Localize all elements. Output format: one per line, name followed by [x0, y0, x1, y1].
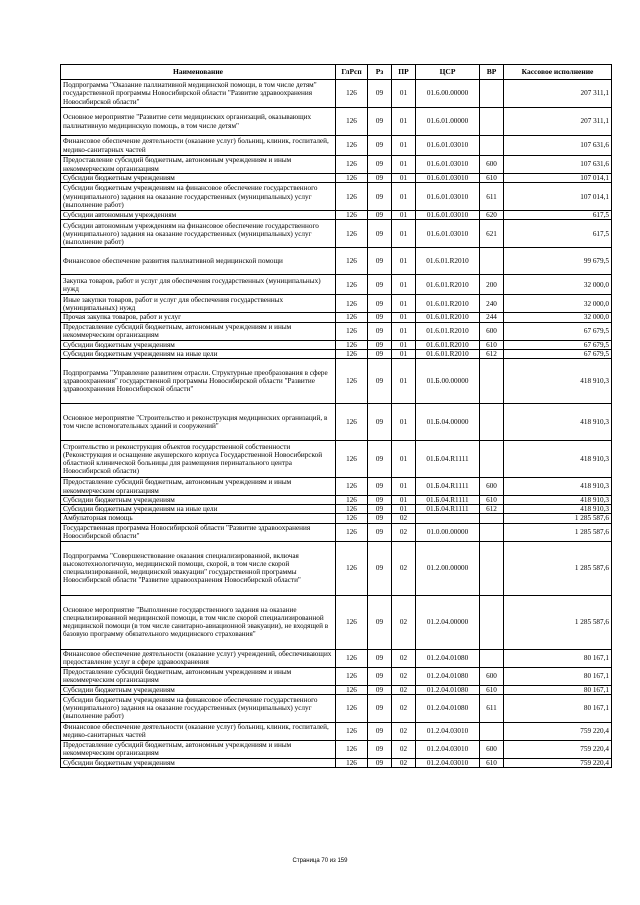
row-pr: 02	[392, 740, 416, 758]
row-name: Субсидии бюджетным учреждениям на финансовое обеспечение государственного (муниципального) задания на оказание государственных (муниципальных) услуг (выполнение работ)	[61, 183, 336, 211]
row-name: Финансовое обеспечение деятельности (оказание услуг) учреждений, обеспечивающих предоставление услуг в сфере здравоохранения	[61, 649, 336, 667]
row-rz: 09	[368, 174, 392, 183]
row-csr	[416, 514, 480, 523]
table-row	[61, 694, 612, 722]
row-name: Подпрограмма "Совершенствование оказания специализированной, включая высокотехнологичную, медицинской помощи, скорой, в том числе скорой специализированной, медицинской эвакуации" государственной программы Новосибирской области "Развитие здравоохранения Новосибирской области"	[61, 541, 336, 595]
row-glrsp: 126	[336, 136, 368, 156]
row-csr: 01.6.01.00000	[416, 108, 480, 136]
row-rz: 09	[368, 248, 392, 275]
table-row	[61, 758, 612, 767]
row-vr: 612	[480, 505, 504, 514]
row-glrsp: 126	[336, 667, 368, 685]
table-row	[61, 441, 612, 478]
row-csr: 01.6.01.03010	[416, 183, 480, 211]
row-csr: 01.2.04.01080	[416, 694, 480, 722]
table-row	[61, 404, 612, 441]
row-rz: 09	[368, 136, 392, 156]
table-row	[61, 722, 612, 740]
row-name: Субсидии бюджетным учреждениям на финансовое обеспечение государственного (муниципального) задания на оказание государственных (муниципальных) услуг (выполнение работ)	[61, 694, 336, 722]
row-cash-execution: 67 679,5	[504, 340, 612, 349]
table-row	[61, 496, 612, 505]
row-name: Предоставление субсидий бюджетным, автономным учреждениям и иным некоммерческим организациям	[61, 478, 336, 496]
row-vr: 610	[480, 340, 504, 349]
row-name: Субсидии бюджетным учреждениям	[61, 340, 336, 349]
row-vr	[480, 359, 504, 404]
row-pr: 01	[392, 340, 416, 349]
row-name: Субсидии бюджетным учреждениям	[61, 758, 336, 767]
row-pr: 01	[392, 359, 416, 404]
table-row	[61, 595, 612, 649]
row-rz: 09	[368, 595, 392, 649]
row-name: Подпрограмма "Оказание паллиативной медицинской помощи, в том числе детям" государственной программы Новосибирской области "Развитие здравоохранения Новосибирской области"	[61, 80, 336, 108]
row-rz: 09	[368, 649, 392, 667]
row-csr: 01.6.01.R2010	[416, 248, 480, 275]
row-csr: 01.Б.04.R1111	[416, 441, 480, 478]
table-row	[61, 349, 612, 358]
row-name: Субсидии бюджетным учреждениям на иные цели	[61, 505, 336, 514]
row-cash-execution: 99 679,5	[504, 248, 612, 275]
row-cash-execution: 759 220,4	[504, 722, 612, 740]
row-glrsp: 126	[336, 183, 368, 211]
row-pr: 01	[392, 441, 416, 478]
row-csr: 01.6.01.R2010	[416, 340, 480, 349]
row-glrsp: 126	[336, 80, 368, 108]
row-glrsp: 126	[336, 211, 368, 220]
row-pr: 02	[392, 694, 416, 722]
row-name: Финансовое обеспечение деятельности (оказание услуг) больниц, клиник, госпиталей, медико-санитарных частей	[61, 136, 336, 156]
row-name: Субсидии автономным учреждениям на финансовое обеспечение государственного (муниципального) задания на оказание государственных (муниципальных) услуг (выполнение работ)	[61, 220, 336, 248]
row-vr: 620	[480, 211, 504, 220]
row-rz: 09	[368, 275, 392, 295]
row-name: Субсидии бюджетным учреждениям	[61, 496, 336, 505]
row-rz: 09	[368, 183, 392, 211]
table-row	[61, 322, 612, 340]
row-rz: 09	[368, 441, 392, 478]
table-row	[61, 649, 612, 667]
row-pr: 01	[392, 349, 416, 358]
row-name: Субсидии автономным учреждениям	[61, 211, 336, 220]
table-row	[61, 505, 612, 514]
row-rz: 09	[368, 220, 392, 248]
row-glrsp: 126	[336, 514, 368, 523]
table-row	[61, 211, 612, 220]
row-csr: 01.Б.04.R1111	[416, 496, 480, 505]
row-glrsp: 126	[336, 740, 368, 758]
row-csr: 01.0.00.00000	[416, 523, 480, 541]
row-vr	[480, 514, 504, 523]
row-pr: 01	[392, 505, 416, 514]
row-pr: 01	[392, 404, 416, 441]
row-vr	[480, 722, 504, 740]
row-glrsp: 126	[336, 248, 368, 275]
row-glrsp: 126	[336, 496, 368, 505]
row-glrsp: 126	[336, 349, 368, 358]
row-cash-execution: 759 220,4	[504, 758, 612, 767]
row-cash-execution: 207 311,1	[504, 108, 612, 136]
row-cash-execution: 107 631,6	[504, 136, 612, 156]
row-name: Закупка товаров, работ и услуг для обеспечения государственных (муниципальных) нужд	[61, 275, 336, 295]
row-glrsp: 126	[336, 275, 368, 295]
row-pr: 01	[392, 80, 416, 108]
row-csr: 01.6.01.R2010	[416, 313, 480, 322]
row-pr: 01	[392, 174, 416, 183]
row-vr	[480, 80, 504, 108]
row-pr: 02	[392, 667, 416, 685]
row-csr: 01.2.00.00000	[416, 541, 480, 595]
row-name: Предоставление субсидий бюджетным, автономным учреждениям и иным некоммерческим организациям	[61, 156, 336, 174]
table-row	[61, 740, 612, 758]
row-rz: 09	[368, 295, 392, 313]
row-name: Предоставление субсидий бюджетным, автономным учреждениям и иным некоммерческим организациям	[61, 740, 336, 758]
page-number: Страница 70 из 159	[292, 858, 348, 864]
row-glrsp: 126	[336, 694, 368, 722]
row-csr: 01.6.01.R2010	[416, 349, 480, 358]
row-rz: 09	[368, 313, 392, 322]
row-cash-execution: 80 167,1	[504, 667, 612, 685]
row-pr: 02	[392, 514, 416, 523]
table-row	[61, 174, 612, 183]
row-vr: 200	[480, 275, 504, 295]
row-csr: 01.Б.04.00000	[416, 404, 480, 441]
row-csr: 01.6.01.R2010	[416, 295, 480, 313]
row-name: Субсидии бюджетным учреждениям	[61, 685, 336, 694]
row-name: Субсидии бюджетным учреждениям на иные цели	[61, 349, 336, 358]
row-csr: 01.2.04.00000	[416, 595, 480, 649]
row-pr: 02	[392, 758, 416, 767]
table-row	[61, 340, 612, 349]
row-vr: 244	[480, 313, 504, 322]
row-cash-execution: 67 679,5	[504, 322, 612, 340]
row-rz: 09	[368, 156, 392, 174]
row-pr: 02	[392, 523, 416, 541]
row-glrsp: 126	[336, 108, 368, 136]
row-rz: 09	[368, 694, 392, 722]
row-vr	[480, 248, 504, 275]
row-csr: 01.2.04.03010	[416, 758, 480, 767]
row-glrsp: 126	[336, 156, 368, 174]
row-rz: 09	[368, 211, 392, 220]
row-cash-execution: 207 311,1	[504, 80, 612, 108]
row-cash-execution: 617,5	[504, 211, 612, 220]
row-cash-execution: 617,5	[504, 220, 612, 248]
row-cash-execution: 107 631,6	[504, 156, 612, 174]
row-rz: 09	[368, 722, 392, 740]
row-cash-execution: 418 910,3	[504, 505, 612, 514]
budget-execution-table	[60, 64, 612, 768]
table-row	[61, 685, 612, 694]
row-vr	[480, 595, 504, 649]
row-pr: 01	[392, 220, 416, 248]
row-csr: 01.2.04.01080	[416, 649, 480, 667]
row-glrsp: 126	[336, 322, 368, 340]
row-name: Предоставление субсидий бюджетным, автономным учреждениям и иным некоммерческим организациям	[61, 322, 336, 340]
table-row	[61, 248, 612, 275]
row-glrsp: 126	[336, 505, 368, 514]
table-row	[61, 108, 612, 136]
table-row	[61, 183, 612, 211]
row-pr: 02	[392, 595, 416, 649]
row-name: Иные закупки товаров, работ и услуг для обеспечения государственных (муниципальных) нужд	[61, 295, 336, 313]
row-cash-execution: 418 910,3	[504, 496, 612, 505]
row-csr: 01.6.01.03010	[416, 211, 480, 220]
row-csr: 01.Б.04.R1111	[416, 505, 480, 514]
row-vr: 600	[480, 156, 504, 174]
row-rz: 09	[368, 340, 392, 349]
header-pr: ПР	[392, 65, 416, 80]
row-glrsp: 126	[336, 174, 368, 183]
row-pr: 01	[392, 295, 416, 313]
row-pr: 01	[392, 275, 416, 295]
row-cash-execution: 32 000,0	[504, 313, 612, 322]
row-vr: 600	[480, 740, 504, 758]
row-glrsp: 126	[336, 685, 368, 694]
row-cash-execution: 32 000,0	[504, 275, 612, 295]
row-rz: 09	[368, 322, 392, 340]
row-cash-execution: 418 910,3	[504, 404, 612, 441]
row-rz: 09	[368, 108, 392, 136]
row-glrsp: 126	[336, 220, 368, 248]
row-pr: 01	[392, 136, 416, 156]
row-vr	[480, 441, 504, 478]
row-rz: 09	[368, 349, 392, 358]
row-cash-execution: 418 910,3	[504, 478, 612, 496]
row-cash-execution: 418 910,3	[504, 441, 612, 478]
row-vr	[480, 404, 504, 441]
table-row	[61, 359, 612, 404]
row-vr: 610	[480, 496, 504, 505]
table-row	[61, 541, 612, 595]
row-cash-execution: 1 285 587,6	[504, 523, 612, 541]
row-vr	[480, 136, 504, 156]
row-cash-execution: 67 679,5	[504, 349, 612, 358]
row-csr: 01.2.04.03010	[416, 722, 480, 740]
row-glrsp: 126	[336, 359, 368, 404]
table-row	[61, 136, 612, 156]
row-vr	[480, 108, 504, 136]
row-vr: 610	[480, 174, 504, 183]
row-cash-execution: 418 910,3	[504, 359, 612, 404]
row-csr: 01.6.00.00000	[416, 80, 480, 108]
row-cash-execution: 80 167,1	[504, 694, 612, 722]
row-cash-execution: 759 220,4	[504, 740, 612, 758]
row-cash-execution: 1 285 587,6	[504, 595, 612, 649]
row-csr: 01.6.01.03010	[416, 220, 480, 248]
table-header-row	[61, 65, 612, 80]
row-vr: 600	[480, 667, 504, 685]
row-glrsp: 126	[336, 340, 368, 349]
row-rz: 09	[368, 478, 392, 496]
row-glrsp: 126	[336, 478, 368, 496]
row-glrsp: 126	[336, 649, 368, 667]
table-row	[61, 80, 612, 108]
row-csr: 01.2.04.01080	[416, 685, 480, 694]
header-glrsp: ГлРсп	[336, 65, 368, 80]
row-pr: 01	[392, 496, 416, 505]
row-csr: 01.6.01.R2010	[416, 275, 480, 295]
row-csr: 01.6.01.03010	[416, 136, 480, 156]
row-vr: 240	[480, 295, 504, 313]
row-pr: 01	[392, 108, 416, 136]
budget-report-sheet	[60, 64, 611, 768]
row-glrsp: 126	[336, 523, 368, 541]
row-vr: 600	[480, 322, 504, 340]
row-pr: 02	[392, 541, 416, 595]
header-rz: Рз	[368, 65, 392, 80]
row-name: Амбулаторная помощь	[61, 514, 336, 523]
row-csr: 01.2.04.01080	[416, 667, 480, 685]
row-vr: 600	[480, 478, 504, 496]
row-name: Подпрограмма "Управление развитием отрасли. Структурные преобразования в сфере здравоохранения" государственной программы Новосибирской области "Развитие здравоохранения Новосибирской области"	[61, 359, 336, 404]
table-body	[61, 80, 612, 768]
row-name: Основное мероприятие "Строительство и реконструкция медицинских организаций, в том числе вспомогательных зданий и сооружений"	[61, 404, 336, 441]
table-row	[61, 313, 612, 322]
row-rz: 09	[368, 80, 392, 108]
row-glrsp: 126	[336, 313, 368, 322]
row-pr: 01	[392, 156, 416, 174]
header-cash-execution: Кассовое исполнение	[504, 65, 612, 80]
row-rz: 09	[368, 523, 392, 541]
row-vr: 621	[480, 220, 504, 248]
row-name: Строительство и реконструкция объектов государственной собственности (Реконструкция и оснащение акушерского корпуса Государственной Новосибирской областной клинической больницы для размещения перинатального центра Новосибирской области)	[61, 441, 336, 478]
row-rz: 09	[368, 514, 392, 523]
row-pr: 01	[392, 211, 416, 220]
row-glrsp: 126	[336, 404, 368, 441]
row-glrsp: 126	[336, 541, 368, 595]
row-vr: 610	[480, 758, 504, 767]
header-csr: ЦСР	[416, 65, 480, 80]
row-pr: 02	[392, 649, 416, 667]
row-cash-execution: 32 000,0	[504, 295, 612, 313]
row-csr: 01.6.01.R2010	[416, 322, 480, 340]
row-vr: 612	[480, 349, 504, 358]
row-vr: 610	[480, 685, 504, 694]
table-row	[61, 275, 612, 295]
table-row	[61, 220, 612, 248]
table-row	[61, 478, 612, 496]
table-row	[61, 523, 612, 541]
row-name: Основное мероприятие "Развитие сети медицинских организаций, оказывающих паллиативную медицинскую помощь, в том числе детям"	[61, 108, 336, 136]
row-name: Финансовое обеспечение деятельности (оказание услуг) больниц, клиник, госпиталей, медико-санитарных частей	[61, 722, 336, 740]
row-pr: 02	[392, 685, 416, 694]
row-glrsp: 126	[336, 441, 368, 478]
row-rz: 09	[368, 359, 392, 404]
row-csr: 01.6.01.03010	[416, 174, 480, 183]
row-cash-execution: 1 285 587,6	[504, 514, 612, 523]
row-pr: 02	[392, 722, 416, 740]
row-vr	[480, 649, 504, 667]
row-name: Государственная программа Новосибирской области "Развитие здравоохранения Новосибирской области"	[61, 523, 336, 541]
row-pr: 01	[392, 322, 416, 340]
row-rz: 09	[368, 685, 392, 694]
row-name: Предоставление субсидий бюджетным, автономным учреждениям и иным некоммерческим организациям	[61, 667, 336, 685]
row-csr: 01.Б.00.00000	[416, 359, 480, 404]
row-glrsp: 126	[336, 295, 368, 313]
row-cash-execution: 80 167,1	[504, 649, 612, 667]
table-row	[61, 156, 612, 174]
row-rz: 09	[368, 496, 392, 505]
row-vr	[480, 523, 504, 541]
row-name: Субсидии бюджетным учреждениям	[61, 174, 336, 183]
row-csr: 01.6.01.03010	[416, 156, 480, 174]
row-vr: 611	[480, 183, 504, 211]
row-pr: 01	[392, 478, 416, 496]
row-cash-execution: 80 167,1	[504, 685, 612, 694]
row-rz: 09	[368, 667, 392, 685]
table-row	[61, 514, 612, 523]
row-csr: 01.Б.04.R1111	[416, 478, 480, 496]
row-glrsp: 126	[336, 595, 368, 649]
row-pr: 01	[392, 183, 416, 211]
row-cash-execution: 1 285 587,6	[504, 541, 612, 595]
table-row	[61, 295, 612, 313]
row-pr: 01	[392, 248, 416, 275]
row-rz: 09	[368, 541, 392, 595]
row-name: Прочая закупка товаров, работ и услуг	[61, 313, 336, 322]
row-rz: 09	[368, 740, 392, 758]
row-name: Основное мероприятие "Выполнение государственного задания на оказание специализированной медицинской помощи, в том числе скорой специализированной медицинской помощи (в том числе санитарно-авиационной эвакуации), не входящей в базовую программу обязательного медицинского страхования"	[61, 595, 336, 649]
row-vr: 611	[480, 694, 504, 722]
row-rz: 09	[368, 505, 392, 514]
table-row	[61, 667, 612, 685]
row-cash-execution: 107 014,1	[504, 183, 612, 211]
row-vr	[480, 541, 504, 595]
row-rz: 09	[368, 404, 392, 441]
row-pr: 01	[392, 313, 416, 322]
row-glrsp: 126	[336, 722, 368, 740]
header-vr: ВР	[480, 65, 504, 80]
header-name: Наименование	[61, 65, 336, 80]
row-rz: 09	[368, 758, 392, 767]
row-name: Финансовое обеспечение развития паллиативной медицинской помощи	[61, 248, 336, 275]
row-cash-execution: 107 014,1	[504, 174, 612, 183]
row-glrsp: 126	[336, 758, 368, 767]
row-csr: 01.2.04.03010	[416, 740, 480, 758]
